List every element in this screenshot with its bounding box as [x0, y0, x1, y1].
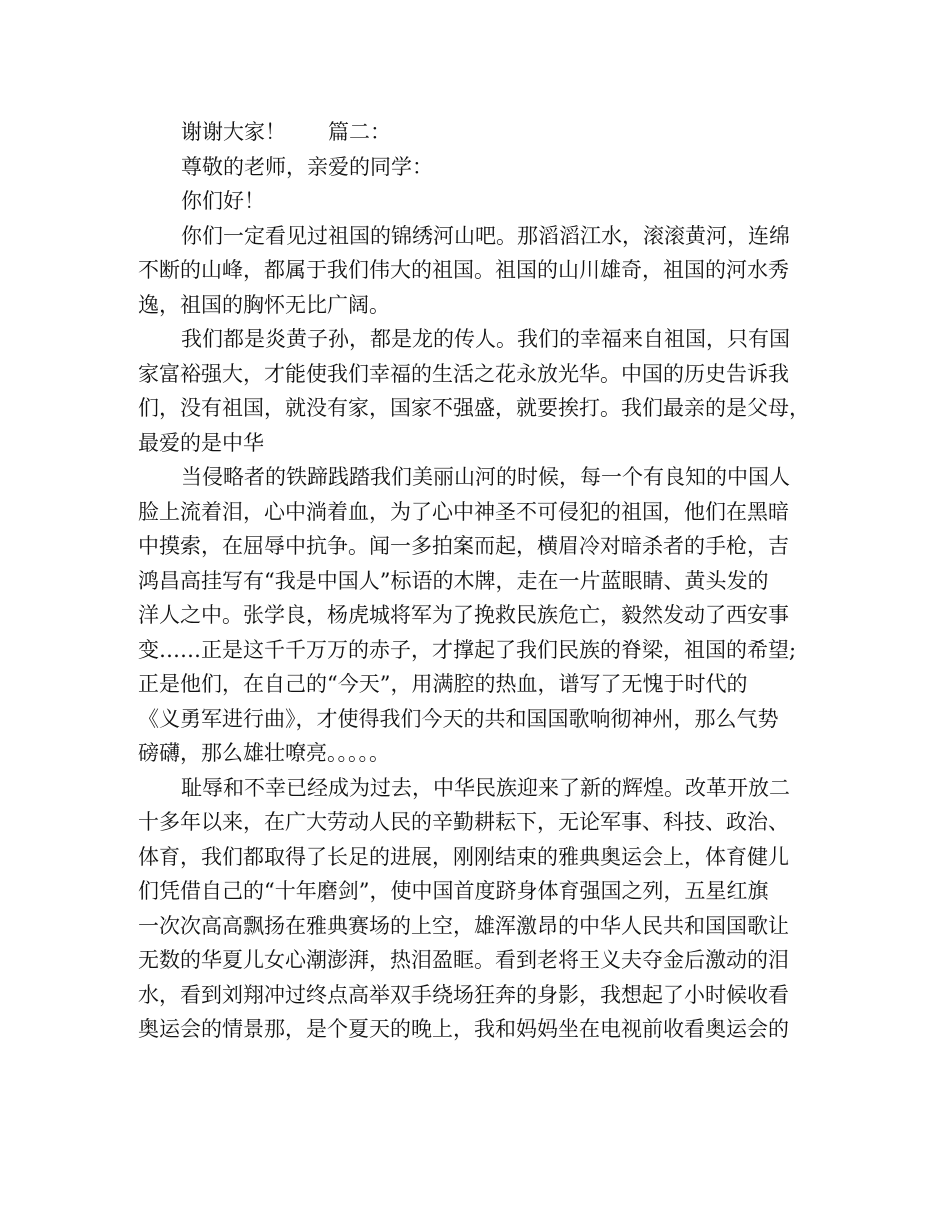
paragraph-line: 不断的山峰，都属于我们伟大的祖国。祖国的山川雄奇，祖国的河水秀 — [138, 258, 789, 282]
paragraph-line: 一次次高高飘扬在雅典赛场的上空，雄浑激昂的中华人民共和国国歌让 — [138, 913, 789, 938]
paragraph — [138, 460, 818, 771]
paragraph-line: 脸上流着泪，心中淌着血，为了心中神圣不可侵犯的祖国，他们在黑暗 — [138, 499, 789, 524]
speech-text — [138, 115, 818, 1047]
paragraph-line: 最爱的是中华 — [138, 430, 264, 455]
paragraph-line: 中摸索，在屈辱中抗争。闻一多拍案而起，横眉冷对暗杀者的手枪，吉 — [138, 534, 789, 558]
paragraph-line: 水，看到刘翔冲过终点高举双手绕场狂奔的身影，我想起了小时候收看 — [138, 982, 789, 1007]
paragraph-line: 无数的华夏儿女心潮澎湃，热泪盈眶。看到老将王义夫夺金后激动的泪 — [138, 948, 789, 972]
section-label: 篇二： — [328, 120, 391, 144]
paragraph-line: 当侵略者的铁蹄践踏我们美丽山河的时候，每一个有良知的中国人 — [181, 465, 790, 489]
paragraph-line: 磅礴，那么雄壮嘹亮。。。。。 — [138, 741, 390, 765]
paragraph-line: 洋人之中。张学良，杨虎城将军为了挽救民族危亡，毅然发动了西安事 — [138, 603, 789, 627]
paragraph-line: 家富裕强大，才能使我们幸福的生活之花永放光华。中国的历史告诉我 — [138, 361, 789, 386]
paragraph-line: 们凭借自己的“十年磨剑”，使中国首度跻身体育强国之列，五星红旗 — [138, 879, 769, 903]
paragraph-line: 变……正是这千千万万的赤子，才撑起了我们民族的脊梁，祖国的希望; — [138, 637, 797, 662]
paragraph-line: 正是他们，在自己的“今天”，用满腔的热血，谱写了无愧于时代的 — [138, 672, 748, 696]
paragraph-line: 十多年以来，在广大劳动人民的辛勤耕耘下，无论军事、科技、政治、 — [138, 810, 789, 834]
paragraph-line: 逸，祖国的胸怀无比广阔。 — [138, 292, 390, 317]
paragraph — [138, 219, 818, 323]
hello-line: 你们好！ — [181, 189, 265, 213]
paragraph-line: 奥运会的情景那，是个夏天的晚上，我和妈妈坐在电视前收看奥运会的 — [138, 1017, 789, 1041]
opening-line — [138, 115, 818, 150]
paragraph-line: 体育，我们都取得了长足的进展，刚刚结束的雅典奥运会上，体育健儿 — [138, 844, 789, 869]
paragraph — [138, 322, 818, 460]
paragraph-line: 我们都是炎黄子孙，都是龙的传人。我们的幸福来自祖国，只有国 — [181, 327, 790, 351]
paragraph-line: 《义勇军进行曲》，才使得我们今天的共和国国歌响彻神州，那么气势 — [138, 706, 779, 731]
paragraph — [138, 771, 818, 1047]
thanks-text: 谢谢大家！ — [181, 120, 286, 144]
paragraph-line: 鸿昌高挂写有“我是中国人”标语的木牌，走在一片蓝眼睛、黄头发的 — [138, 568, 769, 593]
paragraph-line: 你们一定看见过祖国的锦绣河山吧。那滔滔江水，滚滚黄河，连绵 — [181, 223, 790, 248]
greeting-line: 尊敬的老师，亲爱的同学： — [181, 154, 433, 179]
paragraph-line: 们，没有祖国，就没有家，国家不强盛，就要挨打。我们最亲的是父母， — [138, 396, 810, 420]
paragraph-line: 耻辱和不幸已经成为过去，中华民族迎来了新的辉煌。改革开放二 — [181, 775, 790, 800]
